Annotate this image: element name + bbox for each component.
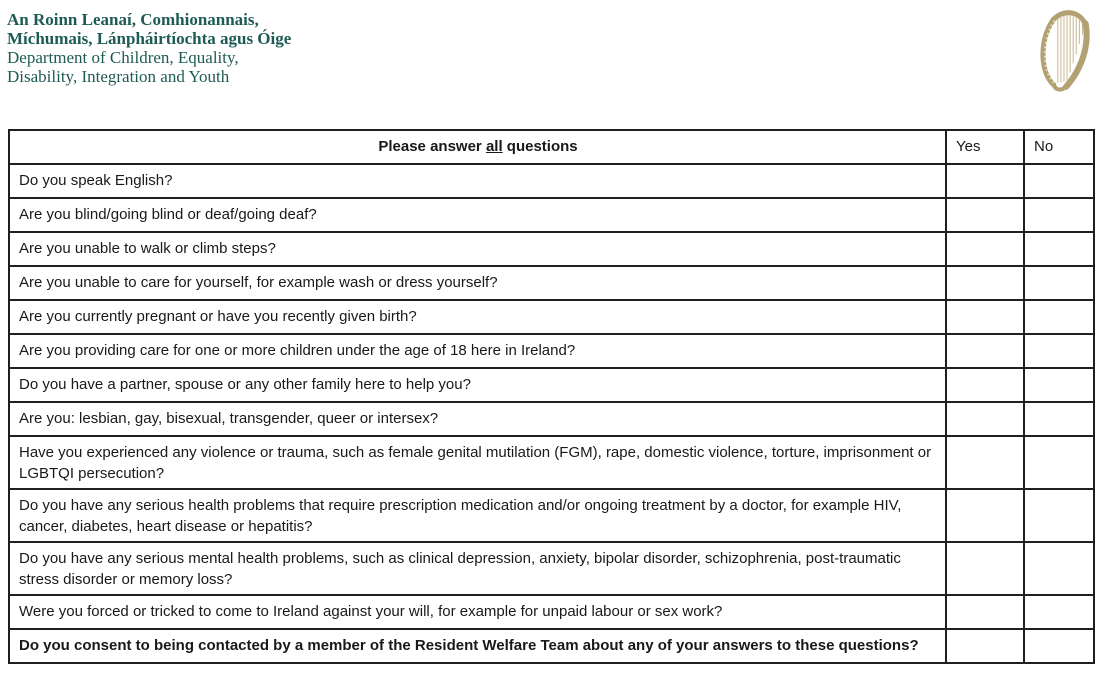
yes-answer-cell[interactable] — [946, 300, 1024, 334]
yes-answer-cell[interactable] — [946, 266, 1024, 300]
no-answer-cell[interactable] — [1024, 334, 1094, 368]
question-text-cell: Do you have any serious mental health problems, such as clinical depression, anxiety, bipolar disorder, schizophrenia, post-traumatic stress disorder or memory loss? — [9, 542, 946, 595]
question-text-cell: Have you experienced any violence or trauma, such as female genital mutilation (FGM), rape, domestic violence, torture, imprisonment or LGBTQI persecution? — [9, 436, 946, 489]
yes-answer-cell[interactable] — [946, 164, 1024, 198]
question-text-cell: Are you blind/going blind or deaf/going deaf? — [9, 198, 946, 232]
header-text-underlined: all — [485, 138, 503, 155]
table-header-no: No — [1024, 130, 1094, 164]
yes-answer-cell[interactable] — [946, 232, 1024, 266]
question-row — [9, 489, 1094, 542]
no-answer-cell[interactable] — [1024, 542, 1094, 595]
question-text-cell: Are you unable to care for yourself, for example wash or dress yourself? — [9, 266, 946, 300]
yes-answer-cell[interactable] — [946, 629, 1024, 663]
table-header-instruction — [9, 130, 946, 164]
no-answer-cell[interactable] — [1024, 266, 1094, 300]
department-name-irish-line2: Míchumais, Lánpháirtíochta agus Óige — [7, 29, 292, 48]
question-row — [9, 595, 1094, 629]
question-text-cell: Are you providing care for one or more children under the age of 18 here in Ireland? — [9, 334, 946, 368]
question-text-cell: Do you have any serious health problems that require prescription medication and/or ongoing treatment by a doctor, for example HIV, cancer, diabetes, heart disease or hepatitis? — [9, 489, 946, 542]
question-row — [9, 300, 1094, 334]
yes-answer-cell[interactable] — [946, 436, 1024, 489]
yes-answer-cell[interactable] — [946, 595, 1024, 629]
question-row — [9, 334, 1094, 368]
question-row — [9, 266, 1094, 300]
department-name-english-line1: Department of Children, Equality, — [7, 48, 239, 67]
department-masthead — [7, 10, 291, 86]
irish-harp-icon — [1037, 7, 1093, 93]
question-row — [9, 164, 1094, 198]
question-text-cell: Do you have a partner, spouse or any other family here to help you? — [9, 368, 946, 402]
department-name-english-line2: Disability, Integration and Youth — [7, 67, 230, 86]
question-row — [9, 402, 1094, 436]
no-answer-cell[interactable] — [1024, 198, 1094, 232]
question-row — [9, 198, 1094, 232]
table-header-yes: Yes — [946, 130, 1024, 164]
yes-answer-cell[interactable] — [946, 368, 1024, 402]
question-text-cell: Do you consent to being contacted by a member of the Resident Welfare Team about any of your answers to these questions? — [9, 629, 946, 663]
questions-body — [9, 164, 1094, 663]
question-row — [9, 542, 1094, 595]
no-answer-cell[interactable] — [1024, 402, 1094, 436]
no-answer-cell[interactable] — [1024, 595, 1094, 629]
yes-answer-cell[interactable] — [946, 198, 1024, 232]
table-header-row — [9, 130, 1094, 164]
department-name-irish-line1: An Roinn Leanaí, Comhionannais, — [7, 10, 259, 29]
no-answer-cell[interactable] — [1024, 300, 1094, 334]
no-answer-cell[interactable] — [1024, 368, 1094, 402]
question-text-cell: Are you unable to walk or climb steps? — [9, 232, 946, 266]
question-row — [9, 436, 1094, 489]
question-text-cell: Are you: lesbian, gay, bisexual, transgender, queer or intersex? — [9, 402, 946, 436]
no-answer-cell[interactable] — [1024, 489, 1094, 542]
no-answer-cell[interactable] — [1024, 436, 1094, 489]
question-row — [9, 232, 1094, 266]
question-row — [9, 629, 1094, 663]
yes-answer-cell[interactable] — [946, 402, 1024, 436]
yes-answer-cell[interactable] — [946, 542, 1024, 595]
yes-answer-cell[interactable] — [946, 489, 1024, 542]
question-text-cell: Do you speak English? — [9, 164, 946, 198]
question-row — [9, 368, 1094, 402]
header-text-suffix: questions — [502, 138, 578, 155]
header-text-prefix: Please answer — [378, 138, 486, 155]
questionnaire-table — [8, 129, 1095, 664]
no-answer-cell[interactable] — [1024, 164, 1094, 198]
no-answer-cell[interactable] — [1024, 629, 1094, 663]
yes-answer-cell[interactable] — [946, 334, 1024, 368]
question-text-cell: Were you forced or tricked to come to Ireland against your will, for example for unpaid labour or sex work? — [9, 595, 946, 629]
question-text-cell: Are you currently pregnant or have you recently given birth? — [9, 300, 946, 334]
no-answer-cell[interactable] — [1024, 232, 1094, 266]
